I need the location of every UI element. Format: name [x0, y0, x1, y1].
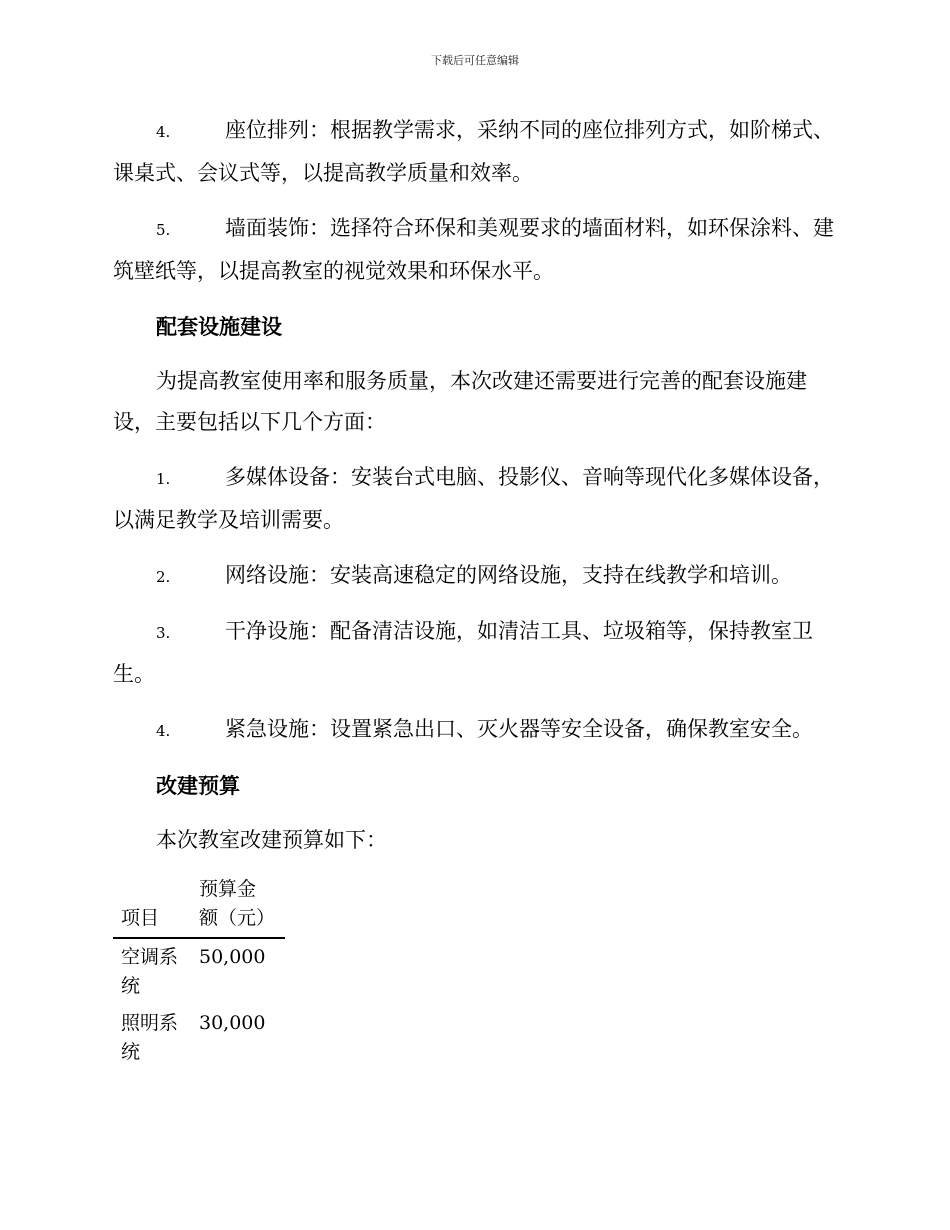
column-header-item: 项目 [113, 875, 179, 938]
table-cell-amount: 50,000 [199, 946, 266, 968]
list-item [113, 555, 835, 598]
table-row [113, 1005, 285, 1071]
table-row [113, 938, 285, 1005]
section-heading: 改建预算 [156, 773, 240, 798]
table-header-row [113, 875, 285, 938]
list-item [113, 709, 835, 752]
list-text: 座位排列：根据教学需求，采纳不同的座位排列方式，如阶梯式、课桌式、会议式等，以提高教学质量和效率。 [113, 118, 834, 185]
section-intro: 本次教室改建预算如下： [156, 828, 387, 852]
section-heading: 配套设施建设 [156, 314, 282, 339]
list-text: 墙面装饰：选择符合环保和美观要求的墙面材料，如环保涂料、建筑壁纸等，以提高教室的视觉效果和环保水平。 [113, 216, 834, 283]
list-item [113, 611, 835, 695]
list-number: 1. [156, 470, 171, 488]
document-body [113, 110, 835, 1071]
table-cell-item: 照明系统 [121, 1012, 179, 1063]
list-number: 4. [156, 722, 171, 740]
list-text: 紧急设施：设置紧急出口、灭火器等安全设备，确保教室安全。 [225, 717, 813, 741]
budget-table [113, 875, 285, 1071]
list-number: 3. [156, 624, 171, 642]
list-number: 5. [156, 221, 171, 239]
list-text: 多媒体设备：安装台式电脑、投影仪、音响等现代化多媒体设备，以满足教学及培训需要。 [113, 465, 834, 532]
page-header: 下载后可任意编辑 [431, 54, 519, 67]
list-number: 4. [156, 123, 171, 141]
table-cell-amount: 30,000 [199, 1012, 266, 1034]
table-cell-item: 空调系统 [121, 946, 179, 997]
section-intro: 为提高教室使用率和服务质量，本次改建还需要进行完善的配套设施建设，主要包括以下几个方面： [113, 369, 807, 434]
list-item [113, 110, 835, 194]
list-text: 干净设施：配备清洁设施，如清洁工具、垃圾箱等，保持教室卫生。 [113, 619, 813, 686]
list-text: 网络设施：安装高速稳定的网络设施，支持在线教学和培训。 [225, 563, 792, 587]
column-header-amount: 预算金额（元） [179, 875, 285, 938]
list-item [113, 457, 835, 541]
list-item [113, 208, 835, 292]
list-number: 2. [156, 568, 171, 586]
